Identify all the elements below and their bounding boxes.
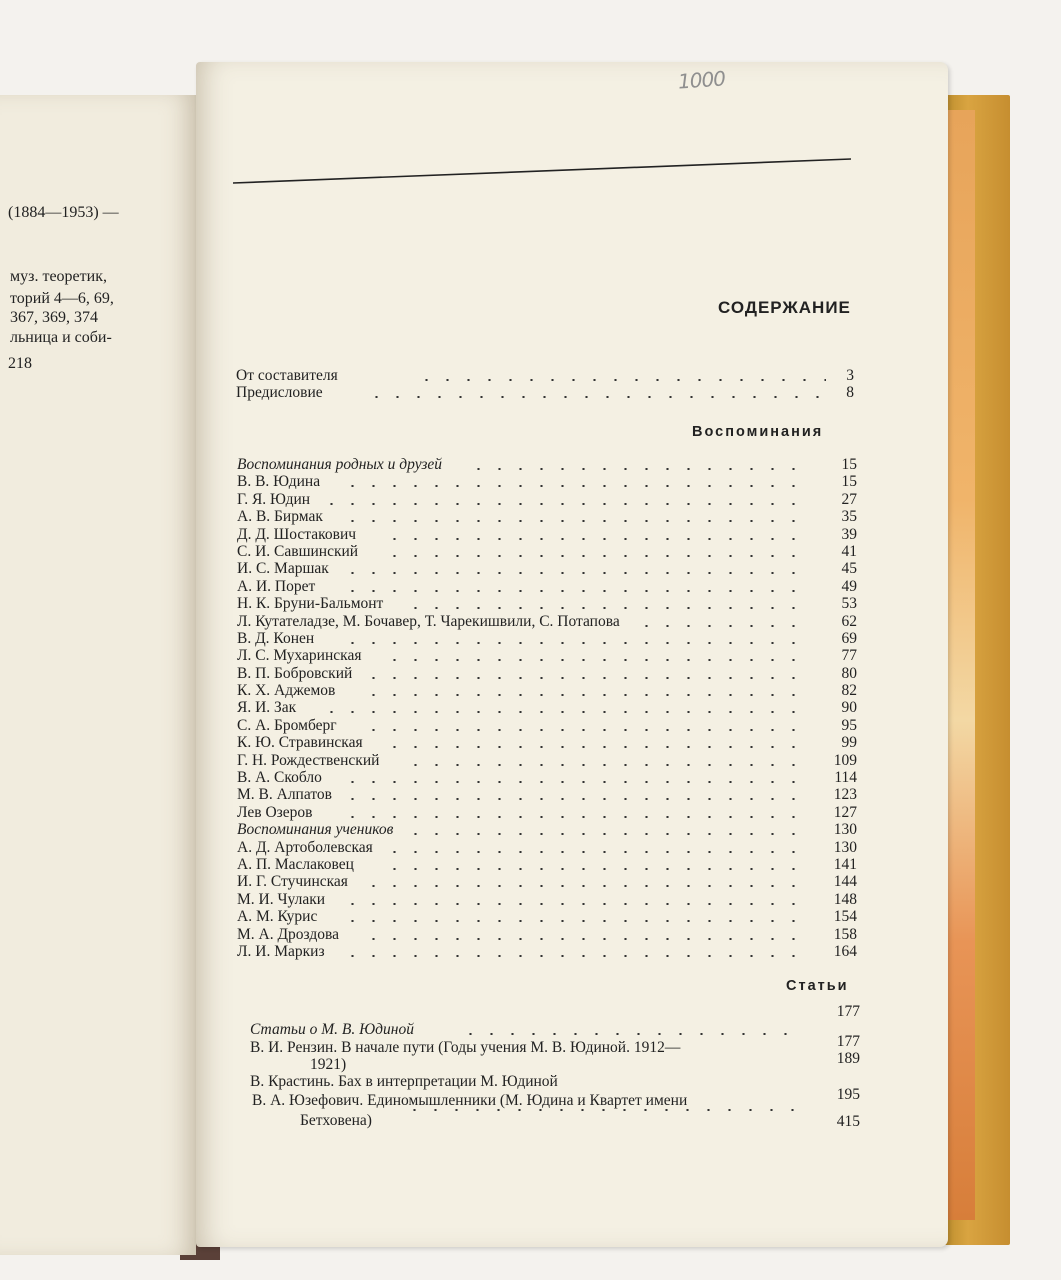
toc-row [237,682,857,699]
leader-dots [363,729,812,731]
leader-dots [363,938,812,940]
left-line: муз. теоретик, [10,268,107,285]
toc-page: 35 [841,508,857,526]
page-folio: 415 [836,1113,860,1130]
toc-label: Г. Я. Юдин [237,490,311,508]
toc-label: М. И. Чулаки [237,890,326,908]
leader-dots [342,816,812,818]
toc-label: Бетховена) [300,1112,372,1129]
toc-label: От составителя [236,367,338,384]
toc-row [237,734,857,751]
toc-label: К. Х. Аджемов [237,682,336,700]
toc-label: С. А. Бромберг [237,716,337,734]
toc-page: 69 [841,629,857,647]
toc-label: Статьи о М. В. Юдиной [250,1021,414,1038]
section-heading-memoirs: Воспоминания [692,424,824,440]
toc-page: 123 [833,786,857,804]
leader-dots [342,485,812,487]
leader-dots [342,572,812,574]
cover-pattern [945,110,975,1220]
page-title: СОДЕРЖАНИЕ [718,298,851,317]
leader-dots [636,625,812,627]
toc-label: К. Ю. Стравинская [237,734,363,752]
toc-row [237,699,857,716]
toc-label: Н. К. Бруни-Бальмонт [237,595,384,613]
toc-row [237,873,857,890]
toc-page: 189 [836,1050,860,1067]
toc-row [237,543,857,560]
toc-page: 148 [833,890,857,908]
toc-label: А. В. Бирмак [237,508,323,526]
toc-page: 158 [833,925,857,943]
toc-row [237,891,857,908]
toc-row [237,508,857,525]
toc-page: 62 [841,612,857,630]
toc-label: Л. Кутателадзе, М. Бочавер, Т. Чарекишвили, С. Потапова [237,612,620,630]
toc-page: 154 [833,908,857,926]
toc-label: Л. С. Мухаринская [237,647,362,665]
toc-page: 77 [841,647,857,665]
toc-label: И. Г. Стучинская [237,873,348,891]
toc-label: А. П. Маслаковец [237,855,354,873]
left-page [0,95,196,1255]
toc-label: А. Д. Артоболевская [237,838,373,856]
toc-page: 195 [836,1086,860,1103]
toc-label: Воспоминания родных и друзей [237,456,443,473]
toc-label: Предисловие [236,384,323,402]
toc-label: В. А. Скобло [237,769,322,787]
toc-row [237,491,857,508]
toc-page: 41 [841,542,857,560]
toc-page: 8 [846,384,854,402]
toc-row [237,665,857,682]
toc-page: 114 [834,769,857,787]
toc-row [237,456,857,473]
leader-dots [404,1109,809,1111]
toc-page: 109 [833,751,857,769]
toc-label: С. И. Савшинский [237,542,359,560]
leader-dots [384,555,812,557]
toc-front [236,367,854,402]
toc-page: 177 [836,1033,860,1050]
toc-page: 127 [833,803,857,821]
leader-dots [405,833,812,835]
left-line: торий 4—6, 69, [10,290,114,307]
toc-memoirs [237,456,857,960]
toc-row [237,943,857,960]
toc-page: 144 [833,873,857,891]
toc-label: Я. И. Зак [237,699,297,717]
left-line: 218 [8,355,32,372]
toc-row [236,384,854,401]
leader-dots [321,503,812,505]
toc-row [237,786,857,803]
toc-page: 3 [846,367,854,384]
toc-label: Лев Озеров [237,803,313,821]
toc-page: 80 [841,664,857,682]
leader-dots [363,694,812,696]
toc-label: М. В. Алпатов [237,786,332,804]
toc-row [237,821,857,838]
toc-label: А. М. Курис [237,908,318,926]
leader-dots [342,903,812,905]
leader-dots [460,1033,800,1035]
leader-dots [384,659,812,661]
leader-dots [384,746,812,748]
toc-page: 141 [833,855,857,873]
toc-page: 27 [841,490,857,508]
toc-page: 49 [841,577,857,595]
leader-dots [405,764,812,766]
toc-page: 15 [841,473,857,491]
section-heading-articles: Статьи [786,978,849,994]
toc-row [237,752,857,769]
toc-label: Г. Н. Рождественский [237,751,380,769]
header-rule [233,152,851,184]
toc-page: 177 [836,1003,860,1020]
toc-label: 1921) [310,1056,347,1073]
left-line: (1884—1953) — [8,204,119,221]
toc-row [237,769,857,786]
leader-dots [342,590,812,592]
toc-row [237,926,857,943]
leader-dots [363,885,812,887]
leader-dots [468,468,812,470]
toc-row [237,578,857,595]
toc-row [237,560,857,577]
pencil-note: 1000 [677,66,726,94]
toc-page: 95 [841,716,857,734]
toc-label: В. И. Рензин. В начале пути (Годы учения М. В. Юдиной. 1912— [250,1039,681,1056]
leader-dots [405,607,812,609]
toc-label: В. Д. Конен [237,629,315,647]
toc-row [237,908,857,925]
toc-page: 130 [833,838,857,856]
leader-dots [342,781,812,783]
toc-label: В. В. Юдина [237,473,321,491]
leader-dots [321,711,812,713]
toc-page: 164 [833,942,857,960]
toc-label: В. П. Бобровский [237,664,353,682]
toc-label: В. А. Юзефович. Единомышленники (М. Юдина и Квартет имени [252,1092,688,1109]
toc-label: М. А. Дроздова [237,925,340,943]
toc-row [237,630,857,647]
leader-dots [366,396,826,398]
toc-label: Воспоминания учеников [237,821,394,839]
toc-row [236,367,854,384]
leader-dots [342,920,812,922]
toc-page: 90 [841,699,857,717]
toc-row [237,647,857,664]
left-line: 367, 369, 374 [10,309,98,326]
leader-dots [342,520,812,522]
leader-dots [384,851,812,853]
toc-page: 99 [841,734,857,752]
leader-dots [342,642,812,644]
toc-row [237,839,857,856]
toc-row [237,804,857,821]
toc-row [237,595,857,612]
toc-row [237,526,857,543]
toc-page: 53 [841,595,857,613]
toc-label: А. И. Порет [237,577,316,595]
toc-row [237,717,857,734]
leader-dots [384,868,812,870]
leader-dots [342,955,812,957]
left-line: льница и соби- [10,329,112,346]
leader-dots [384,538,812,540]
leader-dots [416,379,826,381]
toc-label: И. С. Маршак [237,560,329,578]
toc-page: 130 [833,821,857,839]
toc-label: В. Крастинь. Бах в интерпретации М. Юдиной [250,1073,558,1090]
leader-dots [342,798,812,800]
toc-row [237,856,857,873]
toc-page: 82 [841,682,857,700]
toc-page: 39 [841,525,857,543]
toc-label: Д. Д. Шостакович [237,525,357,543]
leader-dots [363,677,812,679]
toc-page: 15 [841,456,857,473]
toc-page: 45 [841,560,857,578]
toc-row [237,473,857,490]
toc-row [237,613,857,630]
toc-label: Л. И. Маркиз [237,942,325,960]
